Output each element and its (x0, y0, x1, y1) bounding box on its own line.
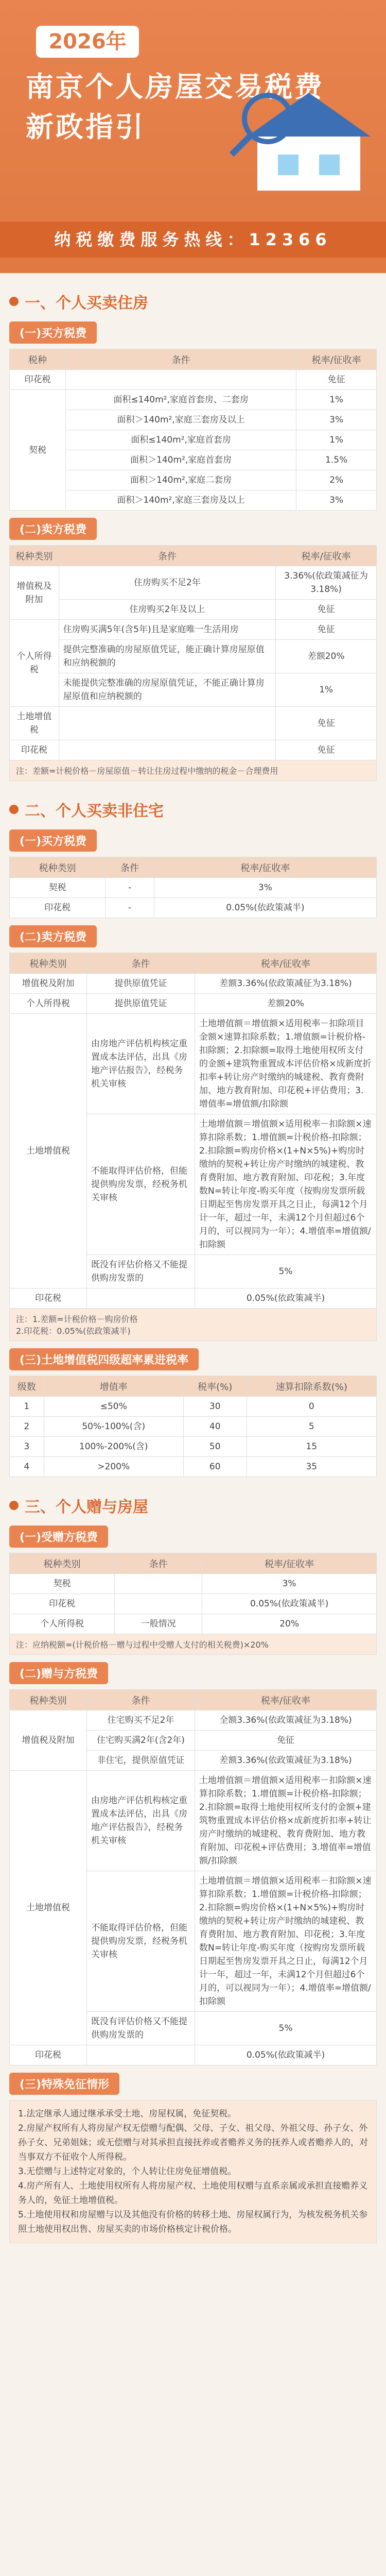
table-row (10, 1417, 377, 1437)
cell: 非住宅，提供原值凭证 (87, 1751, 195, 1771)
cell: 印花税 (10, 2045, 87, 2065)
cell: 增值税及附加 (10, 1710, 87, 1771)
table-row (10, 878, 377, 898)
note-line: 2.印花税：0.05%(依政策减半) (16, 1326, 131, 1336)
cell: 3 (10, 1437, 44, 1457)
cell: 面积＞140m²,家庭三套房及以上 (66, 490, 296, 511)
cell: 增值税及附加 (10, 974, 87, 994)
cell: 一般情况 (115, 1614, 202, 1634)
th: 条件 (66, 349, 296, 370)
cell: 印花税 (10, 1594, 115, 1614)
cell: 住房购买2年及以上 (59, 600, 275, 620)
cell: 30 (183, 1397, 247, 1417)
table-row (10, 1710, 377, 1731)
cell: ≤50% (44, 1397, 183, 1417)
cell: 免征 (276, 707, 377, 740)
table-row (10, 974, 377, 994)
cell: 土地增值额＝增值额×适用税率－扣除额×速算扣除系数；1.增值额=计税价格-扣除额；2.扣除额=购房价格×(1+N×5%)+购房时缴纳的契税+转让房产时缴纳的城建税、教育费附加、地方教育附加、印花税；3.年度数N=转让年度-购买年度（按购房发票所载日期起至售房发票开具之日止，每满12个月计一年，超过一年，未满12个月但超过6个月的，可以视同为一年）；4.增值率=增值额/扣除额 (195, 1114, 377, 1255)
cell: 由房地产评估机构核定重置成本法评估，出具《房地产评估报告》，经税务机关审核 (87, 1771, 195, 1871)
cell: 免征 (276, 620, 377, 640)
cell: 未能提供完整准确的房屋原值凭证，不能正确计算房屋原值和应纳税额的 (59, 673, 275, 707)
cell: 差额3.36%(依政策减征为3.18%) (195, 1751, 377, 1771)
table-row (10, 600, 377, 620)
s3-recv-note: 注：应纳税额=(计税价格－赠与过程中受赠人支付的相关税费)×20% (9, 1634, 377, 1655)
th: 级数 (10, 1376, 44, 1397)
cell: 面积＞140m²,家庭首套房 (66, 450, 296, 470)
table-row (10, 370, 377, 390)
s1-sell-table (9, 545, 377, 760)
s1-sell-note: 注：差额=计税价格－房屋原值－转让住房过程中缴纳的税金－合理费用 (9, 760, 377, 781)
cell: 40 (183, 1417, 247, 1437)
th: 税种类别 (10, 857, 106, 878)
title-line-1: 南京个人房屋交易税费 (26, 71, 324, 103)
cell: 增值税及附加 (10, 566, 59, 620)
title-line-2: 新政指引 (26, 111, 145, 143)
section-2-title: 二、个人买卖非住宅 (9, 796, 377, 822)
cell: 50 (183, 1437, 247, 1457)
cell: 4 (10, 1457, 44, 1477)
cell: 0.05%(依政策减半) (154, 898, 376, 918)
table-row (10, 620, 377, 640)
cell: 差额20% (195, 994, 377, 1014)
cell: 3% (296, 410, 377, 430)
table-row (10, 566, 377, 600)
table-row (10, 1289, 377, 1309)
cell: 不能取得评估价格，但能提供购房发票，经税务机关审核 (87, 1871, 195, 2012)
cell: 免征 (195, 1731, 377, 1751)
cell: 0.05%(依政策减半) (202, 1594, 377, 1614)
s3-give-table (9, 1689, 377, 2065)
s2-sell-note (9, 1309, 377, 1341)
cell: 2% (296, 470, 377, 490)
cell (87, 2045, 195, 2065)
content (0, 289, 386, 2243)
table-row (10, 898, 377, 918)
cell: 免征 (276, 740, 377, 760)
table-row (10, 2045, 377, 2065)
cell (115, 1574, 202, 1594)
list-item: 5.土地使用权和房屋赠与以及其他没有价格的转移土地、房屋权属行为，为核发税务机关参照土地使用权出售、房屋买卖的市场价格核定计税价格。 (18, 2210, 368, 2234)
house-illustration-icon (226, 77, 376, 196)
cell: 15 (247, 1437, 376, 1457)
cell: 既没有评估价格又不能提供购房发票的 (87, 1255, 195, 1289)
cell: 契税 (10, 390, 66, 511)
th: 税种类别 (10, 546, 59, 566)
s2-buy-table (9, 857, 377, 918)
s3-special-label: (三)特殊免征情形 (9, 2073, 119, 2095)
cell: 土地增值税 (10, 1014, 87, 1289)
table-row (10, 1437, 377, 1457)
cell: 印花税 (10, 898, 106, 918)
th: 条件 (59, 546, 275, 566)
th: 税率/征收率 (202, 1553, 377, 1574)
cell: 35 (247, 1457, 376, 1477)
table-row (10, 1574, 377, 1594)
cell: 契税 (10, 878, 106, 898)
cell: - (106, 878, 154, 898)
list-item: 1.法定继承人通过继承承受土地、房屋权属，免征契税。 (18, 2109, 237, 2119)
cell: 0.05%(依政策减半) (195, 1289, 377, 1309)
cell: 既没有评估价格又不能提供购房发票的 (87, 2012, 195, 2045)
cell (59, 707, 275, 740)
cell: 面积＞140m²,家庭三套房及以上 (66, 410, 296, 430)
s2-sell-table (9, 953, 377, 1309)
th: 税率/征收率 (154, 857, 376, 878)
th: 税种类别 (10, 1690, 87, 1710)
s1-sell-label: (二)卖方税费 (9, 518, 97, 540)
table-row (10, 640, 377, 673)
cell: 不能取得评估价格，但能提供购房发票，经税务机关审核 (87, 1114, 195, 1255)
table-row (10, 1014, 377, 1114)
cell: 0.05%(依政策减半) (195, 2045, 377, 2065)
table-row (10, 994, 377, 1014)
s3-give-label: (二)赠与方税费 (9, 1662, 108, 1684)
th: 税率/征收率 (296, 349, 377, 370)
table-row (10, 1594, 377, 1614)
list-item: 2.房屋产权所有人将房屋产权无偿赠与配偶、父母、子女、祖父母、外祖父母、孙子女、外孙子女、兄弟姐妹；或无偿赠与对其承担直接抚养或者赡养义务的抚养人或者赡养人的，对当事双方不征收个人所得税。 (18, 2123, 368, 2162)
section-dot-icon (9, 1501, 19, 1510)
cell: 住房购买满5年(含5年)且是家庭唯一生活用房 (59, 620, 275, 640)
cell: 全额3.36%(依政策减征为3.18%) (195, 1710, 377, 1731)
cell: 3.36%(依政策减征为3.18%) (276, 566, 377, 600)
table-row (10, 1397, 377, 1417)
s1-buy-table (9, 349, 377, 511)
cell: 印花税 (10, 740, 59, 760)
cell: 5% (195, 1255, 377, 1289)
s2-lvat-label: (三)土地增值税四级超率累进税率 (9, 1348, 199, 1370)
cell: 印花税 (10, 1289, 87, 1309)
cell: 土地增值税 (10, 1771, 87, 2045)
cell: 5% (195, 2012, 377, 2045)
th: 速算扣除系数(%) (247, 1376, 376, 1397)
cell: 100%-200%(含) (44, 1437, 183, 1457)
cell: - (106, 898, 154, 918)
s3-recv-label: (一)受赠方税费 (9, 1526, 108, 1548)
th: 增值率 (44, 1376, 183, 1397)
cell: 差额3.36%(依政策减征为3.18%) (195, 974, 377, 994)
cell (59, 740, 275, 760)
hotline-bar: 纳税缴费服务热线：12366 (0, 222, 386, 258)
cell: 个人所得税 (10, 620, 59, 707)
th: 条件 (115, 1553, 202, 1574)
th: 税率/征收率 (276, 546, 377, 566)
cell: 个人所得税 (10, 994, 87, 1014)
cell: 50%-100%(含) (44, 1417, 183, 1437)
section-1-title: 一、个人买卖住房 (9, 289, 377, 314)
cell: 差额20% (276, 640, 377, 673)
cell: 个人所得税 (10, 1614, 115, 1634)
table-row (10, 740, 377, 760)
cell: 土地增值额＝增值额×适用税率－扣除项目金额×速算扣除系数；1.增值额=计税价格-扣除额；2.扣除额=取得土地使用权所支付的金额+建筑物重置成本评估价格×成新度折扣率+转让房产时缴纳的城建税、教育费附加、地方教育附加、印花税+评估费用；3.增值率=增值额/扣除额 (195, 1014, 377, 1114)
th: 税率/征收率 (195, 953, 377, 974)
cell: 1 (10, 1397, 44, 1417)
cell: 土地增值额＝增值额×适用税率－扣除额×速算扣除系数；1.增值额=计税价格-扣除额；2.扣除额=购房价格×(1+N×5%)+购房时缴纳的契税+转让房产时缴纳的城建税、教育费附加、地方教育附加、印花税；3.年度数N=转让年度-购买年度（按购房发票所载日期起至售房发票开具之日止，每满12个月计一年，超过一年，未满12个月但超过6个月的，可以视同为一年）；4.增值率=增值额/扣除额 (195, 1871, 377, 2012)
header-banner (0, 0, 386, 273)
cell: 1.5% (296, 450, 377, 470)
s2-sell-label: (二)卖方税费 (9, 925, 97, 947)
list-item: 4.房产所有人、土地使用权所有人将房屋产权、土地使用权赠与直系亲属或承担直接赡养义务人的，免征土地增值税。 (18, 2181, 368, 2206)
cell: 土地增值额＝增值额×适用税率－扣除额×速算扣除系数；1.增值额=计税价格-扣除额；2.扣除额=取得土地使用权所支付的金额+建筑物重置成本评估价格×成新度折扣率+转让房产时缴纳的城建税、教育费附加、地方教育附加、印花税+评估费用；3.增值率=增值额/扣除额 (195, 1771, 377, 1871)
section-dot-icon (9, 805, 19, 814)
cell: 0 (247, 1397, 376, 1417)
table-row (10, 1771, 377, 1871)
cell: 由房地产评估机构核定重置成本法评估，出具《房地产评估报告》，经税务机关审核 (87, 1014, 195, 1114)
cell: 住房购买不足2年 (59, 566, 275, 600)
section-dot-icon (9, 297, 19, 306)
cell: 面积＞140m²,家庭二套房 (66, 470, 296, 490)
s2-lvat-table (9, 1376, 377, 1477)
cell: 1% (296, 390, 377, 410)
cell: 1% (296, 430, 377, 450)
cell: 印花税 (10, 370, 66, 390)
th: 税种类别 (10, 1553, 115, 1574)
th: 条件 (106, 857, 154, 878)
s3-special-list (9, 2100, 377, 2243)
cell: >200% (44, 1457, 183, 1477)
s2-buy-label: (一)买方税费 (9, 829, 97, 852)
cell (115, 1594, 202, 1614)
th: 条件 (87, 1690, 195, 1710)
cell: 5 (247, 1417, 376, 1437)
s1-buy-label: (一)买方税费 (9, 321, 97, 344)
cell: 3% (154, 878, 376, 898)
th: 税种类别 (10, 953, 87, 974)
th: 税率(%) (183, 1376, 247, 1397)
cell: 提供完整准确的房屋原值凭证，能正确计算房屋原值和应纳税额的 (59, 640, 275, 673)
table-row (10, 673, 377, 707)
cell: 提供原值凭证 (87, 974, 195, 994)
cell: 3% (296, 490, 377, 511)
cell: 契税 (10, 1574, 115, 1594)
section-3-title: 三、个人赠与房屋 (9, 1493, 377, 1518)
table-row (10, 1457, 377, 1477)
cell: 住宅购买满2年(含2年) (87, 1731, 195, 1751)
cell: 提供原值凭证 (87, 994, 195, 1014)
table-row (10, 707, 377, 740)
cell: 3% (202, 1574, 377, 1594)
cell: 免征 (296, 370, 377, 390)
year-badge: 2026年 (36, 26, 139, 58)
cell: 20% (202, 1614, 377, 1634)
cell: 面积≤140m²,家庭首套房、二套房 (66, 390, 296, 410)
note-line: 注：1.差额=计税价格－购房价格 (16, 1314, 138, 1324)
cell: 面积≤140m²,家庭首套房 (66, 430, 296, 450)
table-row (10, 1614, 377, 1634)
list-item: 3.无偿赠与上述特定对象的，个人转让住房免征增值税。 (18, 2166, 237, 2177)
th: 税种 (10, 349, 66, 370)
cell: 免征 (276, 600, 377, 620)
s3-recv-table (9, 1553, 377, 1634)
th: 条件 (87, 953, 195, 974)
cell: 60 (183, 1457, 247, 1477)
cell: 住宅购买不足2年 (87, 1710, 195, 1731)
th: 税率/征收率 (195, 1690, 377, 1710)
cell: 1% (276, 673, 377, 707)
cell (87, 1289, 195, 1309)
cell: 2 (10, 1417, 44, 1437)
cell (66, 370, 296, 390)
table-row (10, 390, 377, 410)
cell: 土地增值税 (10, 707, 59, 740)
